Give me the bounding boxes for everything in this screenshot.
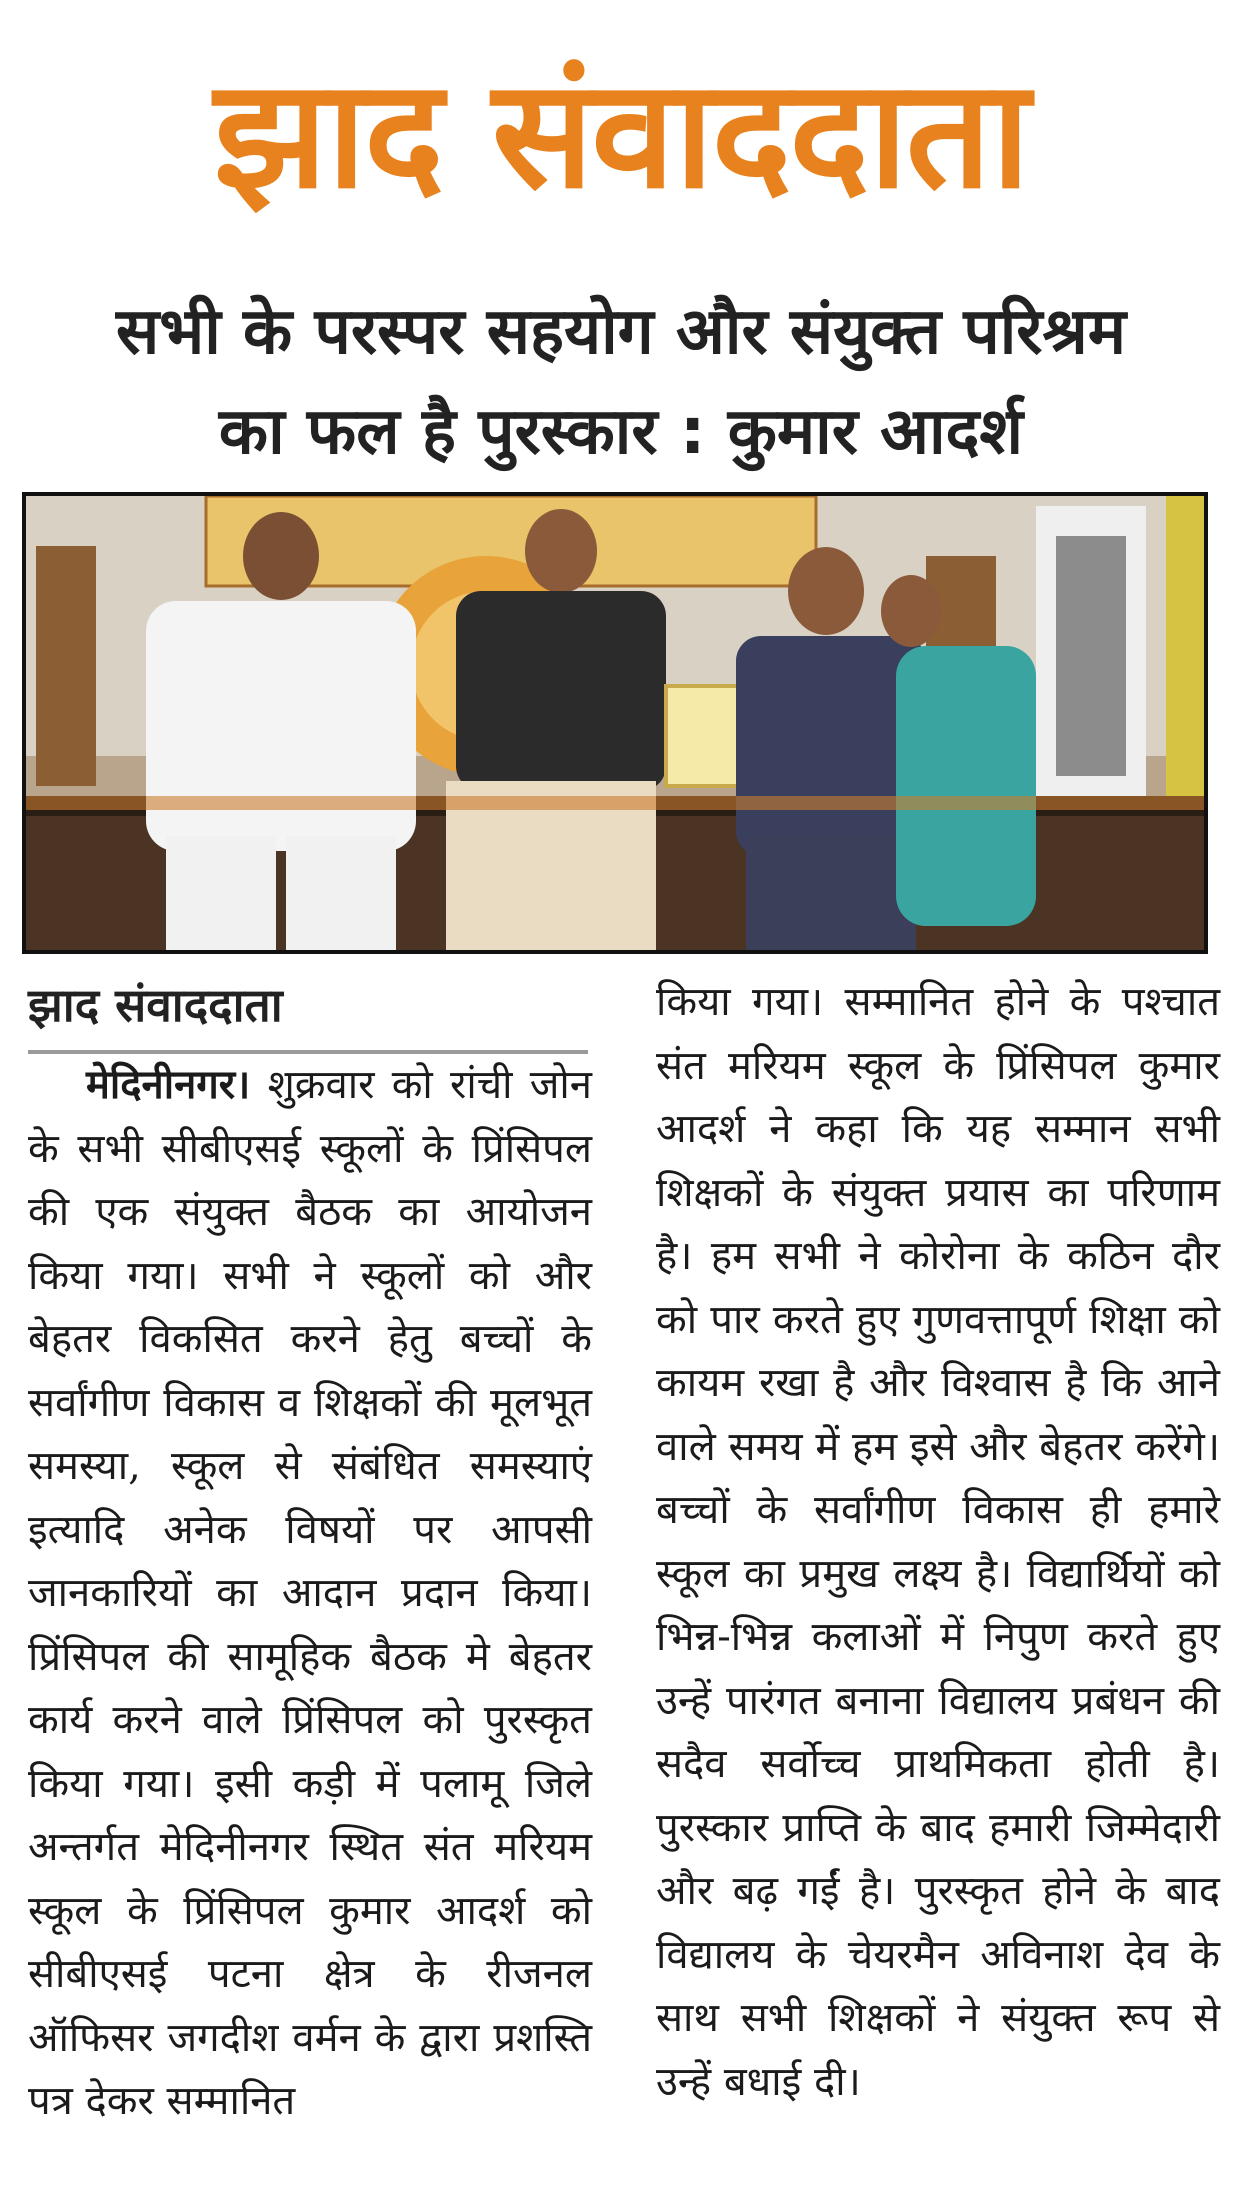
headline-line-2: का फल है पुरस्कार : कुमार आदर्श <box>218 395 1024 469</box>
article-column-left <box>28 1054 592 2134</box>
dateline: मेदिनीनगर। <box>86 1062 251 1108</box>
masthead-title: झाद संवाददाता <box>213 48 1029 222</box>
headline-line-1: सभी के परस्पर सहयोग और संयुक्त परिश्रम <box>115 295 1127 369</box>
article-body-right: किया गया। सम्मानित होने के पश्चात संत मरियम स्कूल के प्रिंसिपल कुमार आदर्श ने कहा कि यह सम्मान सभी शिक्षकों के संयुक्त प्रयास का परिणाम है। हम सभी ने कोरोना के कठिन दौर को पार करते हुए गुणवत्तापूर्ण शिक्षा को कायम रखा है और विश्वास है कि आने वाले समय में हम इसे और बेहतर करेंगे। बच्चों के सर्वांगीण विकास ही हमारे स्कूल का प्रमुख लक्ष्य है। विद्यार्थियों को भिन्न-भिन्न कलाओं में निपुण करते हुए उन्हें पारंगत बनाना विद्यालय प्रबंधन की सदैव सर्वोच्च प्राथमिकता होती है। पुरस्कार प्राप्ति के बाद हमारी जिम्मेदारी और बढ़ गईं है। पुरस्कृत होने के बाद विद्यालय के चेयरमैन अविनाश देव के साथ सभी शिक्षकों ने संयुक्त रूप से उन्हें बधाई दी। <box>656 979 1220 2105</box>
byline: झाद संवाददाता <box>28 970 588 1054</box>
news-photo <box>22 492 1208 954</box>
article-body-left: शुक्रवार को रांची जोन के सभी सीबीएसई स्कूलों के प्रिंसिपल की एक संयुक्त बैठक का आयोजन किया गया। सभी ने स्कूलों को और बेहतर विकसित करने हेतु बच्चों के सर्वांगीण विकास व शिक्षकों की मूलभूत समस्या, स्कूल से संबंधित समस्याएं इत्यादि अनेक विषयों पर आपसी जानकारियों का आदान प्रदान किया। प्रिंसिपल की सामूहिक बैठक मे बेहतर कार्य करने वाले प्रिंसिपल को पुरस्कृत किया गया। इसी कड़ी में पलामू जिले अन्तर्गत मेदिनीनगर स्थित संत मरियम स्कूल के प्रिंसिपल कुमार आदर्श को सीबीएसई पटना क्षेत्र के रीजनल ऑफिसर जगदीश वर्मन के द्वारा प्रशस्ति पत्र देकर सम्मानित <box>28 1062 592 2124</box>
article-column-right <box>656 971 1220 2114</box>
headline <box>20 282 1222 482</box>
